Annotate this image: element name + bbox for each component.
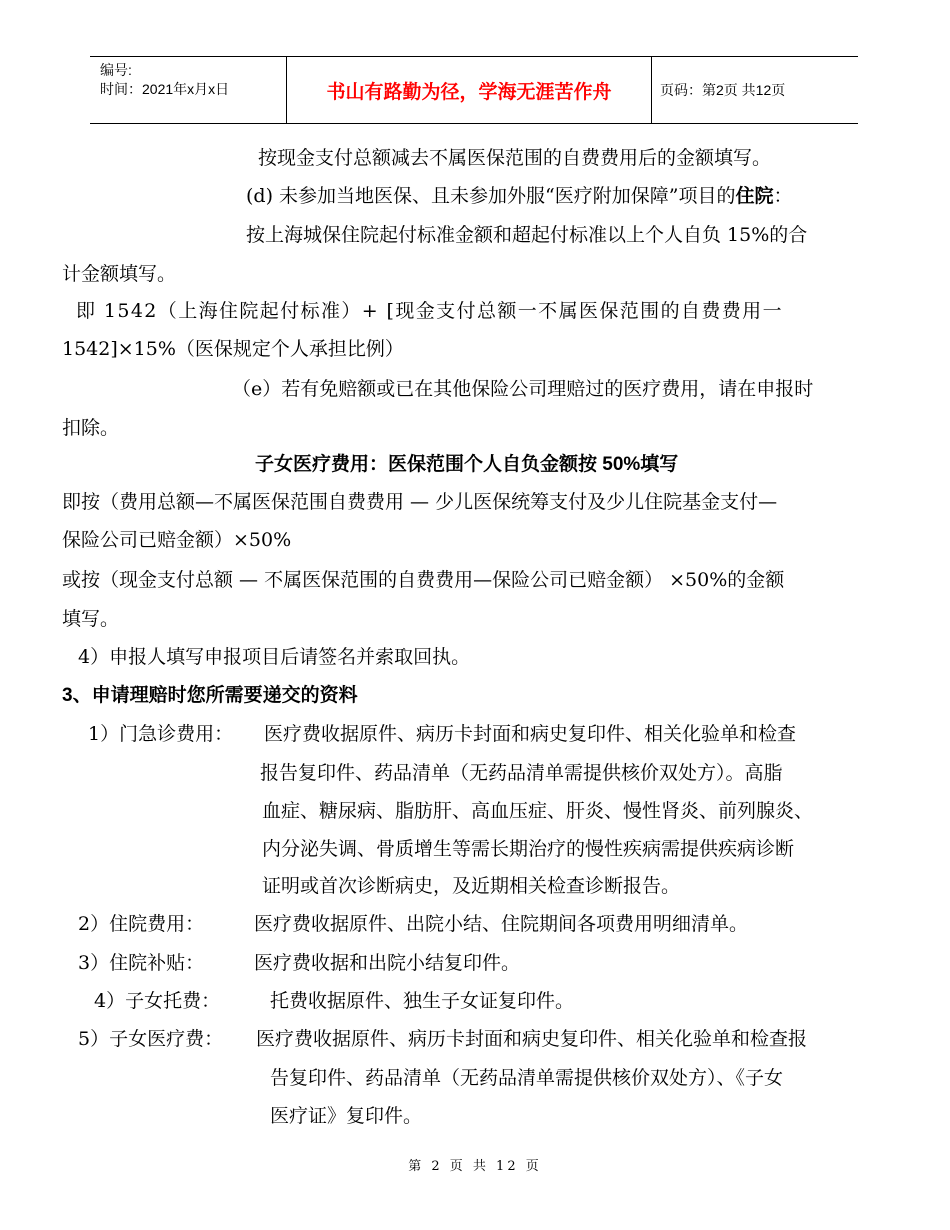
document-date: 时间：2021年x月x日 — [100, 81, 230, 97]
item-text: 医疗费收据原件、出院小结、住院期间各项费用明细清单。 — [254, 913, 749, 935]
paragraph: 填写。 — [62, 608, 120, 630]
header-meta — [90, 57, 286, 123]
paragraph-text: ： — [773, 185, 793, 207]
formula-line: 即 1542（上海住院起付标准）+ [现金支付总额一不属医保范围的自费费用一 — [76, 300, 783, 322]
paragraph: 扣除。 — [62, 417, 120, 439]
item-text: 报告复印件、药品清单（无药品清单需提供核价双处方）。高脂 — [260, 762, 783, 784]
item-text: 内分泌失调、骨质增生等需长期治疗的慢性疾病需提供疾病诊断 — [262, 838, 795, 860]
item-label: 1）门急诊费用： — [88, 723, 234, 745]
item-label: 3）住院补贴： — [78, 952, 205, 974]
paragraph: 按现金支付总额减去不属医保范围的自费费用后的金额填写。 — [258, 147, 772, 169]
item-text: 医疗费收据和出院小结复印件。 — [254, 952, 521, 974]
item-label: 2）住院费用： — [78, 913, 205, 935]
paragraph-text: (d) 未参加当地医保、且未参加外服“医疗附加保障”项目的 — [246, 185, 736, 207]
child-medical-heading: 子女医疗费用：医保范围个人自负金额按 50%填写 — [255, 454, 679, 475]
item-text: 托费收据原件、独生子女证复印件。 — [270, 990, 575, 1012]
item-text: 告复印件、药品清单（无药品清单需提供核价双处方）、《子女 — [270, 1067, 784, 1089]
item-text: 证明或首次诊断病史，及近期相关检查诊断报告。 — [262, 875, 681, 897]
paragraph: 4）申报人填写申报项目后请签名并索取回执。 — [78, 646, 471, 668]
paragraph: 计金额填写。 — [62, 263, 177, 285]
page-number: 第 2 页 共 12 页 — [408, 1159, 542, 1174]
paragraph: 按上海城保住院起付标准金额和超起付标准以上个人自负 15%的合 — [246, 224, 808, 246]
section-heading: 3、申请理赔时您所需要递交的资料 — [62, 685, 358, 706]
document-number-label: 编号: — [100, 62, 132, 78]
item-text: 医疗费收据原件、病历卡封面和病史复印件、相关化验单和检查 — [264, 723, 797, 745]
item-text: 医疗费收据原件、病历卡封面和病史复印件、相关化验单和检查报 — [256, 1028, 808, 1050]
paragraph-d — [246, 184, 793, 209]
page-footer — [0, 1158, 950, 1176]
item-label: 5）子女医疗费： — [78, 1028, 224, 1050]
item-label: 4）子女托费： — [94, 990, 221, 1012]
header-motto: 书山有路勤为径，学海无涯苦作舟 — [326, 81, 612, 103]
header-motto-cell — [286, 57, 652, 123]
paragraph: 即按（费用总额—不属医保范围自费费用 — 少儿医保统筹支付及少儿住院基金支付— — [62, 491, 778, 513]
page-header — [90, 56, 858, 124]
formula-line: 1542]×15%（医保规定个人承担比例） — [62, 338, 404, 360]
item-text: 医疗证》复印件。 — [270, 1105, 423, 1127]
emphasis-text: 住院 — [735, 186, 774, 207]
paragraph: 或按（现金支付总额 — 不属医保范围的自费费用—保险公司已赔金额） ×50%的金额 — [62, 569, 785, 591]
paragraph: 保险公司已赔金额）×50% — [62, 529, 292, 551]
paragraph-e: （e）若有免赔额或已在其他保险公司理赔过的医疗费用，请在申报时 — [232, 378, 814, 400]
item-text: 血症、糖尿病、脂肪肝、高血压症、肝炎、慢性肾炎、前列腺炎、 — [262, 800, 814, 822]
header-page-code: 页码：第2页 共12页 — [660, 82, 786, 98]
